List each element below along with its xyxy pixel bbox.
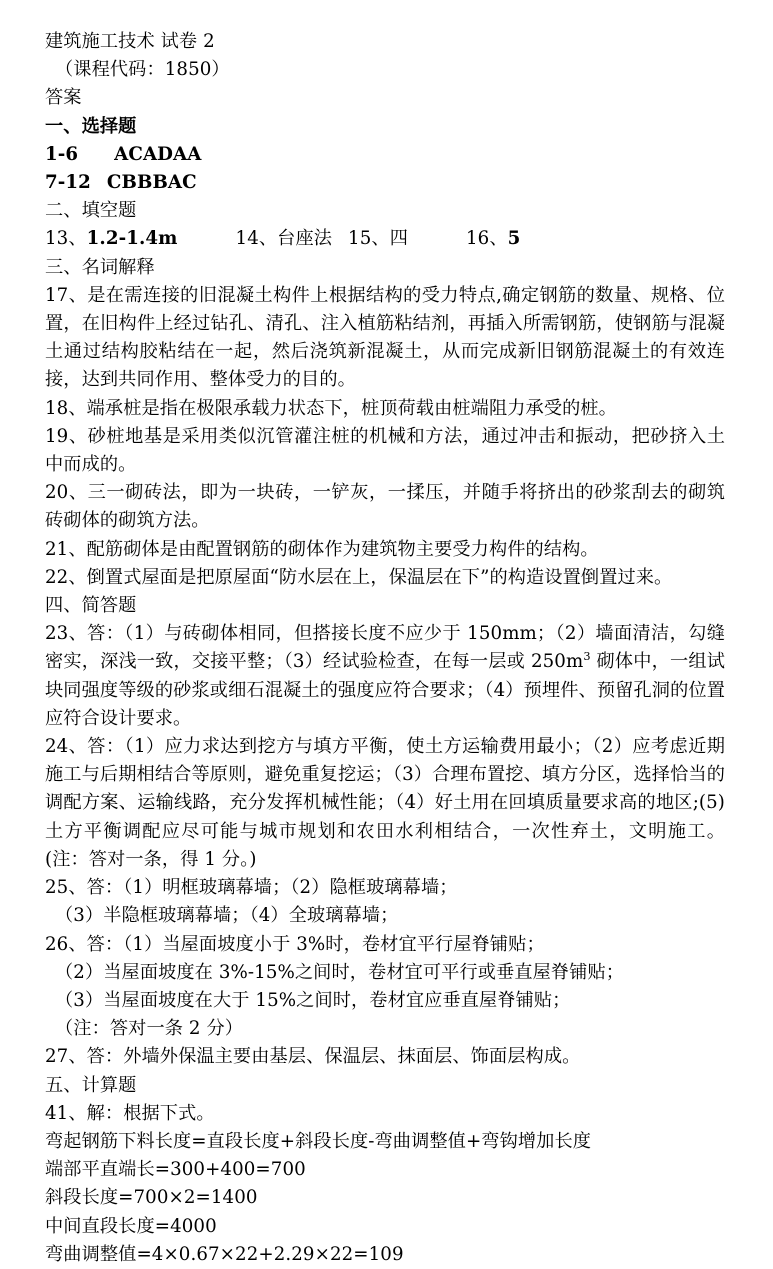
fill-blank-num-16: 16、 <box>465 228 508 250</box>
choice-range-2: 7-12 <box>45 172 91 194</box>
calculation-step-1: 端部平直端长=300+400=700 <box>45 1159 306 1181</box>
term-definition-18: 18、端承桩是指在极限承载力状态下，桩顶荷载由桩端阻力承受的桩。 <box>45 397 617 419</box>
choice-answer-row-2 <box>45 169 725 197</box>
calculation-formula: 弯起钢筋下料长度=直段长度+斜段长度-弯曲调整值+弯钩增加长度 <box>45 1130 592 1152</box>
fill-blank-num-14: 14、 <box>235 228 278 250</box>
section-heading-calculation: 五、计算题 <box>45 1074 137 1096</box>
term-definition-21: 21、配筋砌体是由配置钢筋的砌体作为建筑物主要受力构件的结构。 <box>45 538 599 560</box>
course-code-line: （课程代码：1850） <box>55 59 230 81</box>
term-definition-17: 17、是在需连接的旧混凝土构件上根据结构的受力特点,确定钢筋的数量、规格、位置，在旧构件上经过钻孔、清孔、注入植筋粘结剂，再插入所需钢筋，使钢筋与混凝土通过结构胶粘结在一起，然后浇筑新混凝土，从而完成新旧钢筋混凝土的有效连接，达到共同作用、整体受力的目的。 <box>45 284 725 391</box>
term-definition-20: 20、三一砌砖法，即为一块砖，一铲灰，一揉压，并随手将挤出的砂浆刮去的砌筑砖砌体的砌筑方法。 <box>45 482 725 532</box>
section-heading-fill-blank: 二、填空题 <box>45 200 137 222</box>
choice-answers-1: ACADAA <box>114 143 202 165</box>
choice-answers-2: CBBBAC <box>106 172 197 194</box>
calculation-intro-41: 41、解：根据下式。 <box>45 1102 215 1124</box>
answer-label: 答案 <box>45 87 82 109</box>
fill-blank-value-14: 台座法 <box>277 228 333 250</box>
term-definition-22: 22、倒置式屋面是把原屋面“防水层在上，保温层在下”的构造设置倒置过来。 <box>45 566 673 588</box>
cubic-meter-superscript: 3 <box>583 650 591 664</box>
calculation-step-4: 弯曲调整值=4×0.67×22+2.29×22=109 <box>45 1243 404 1265</box>
document-body <box>45 28 725 1269</box>
fill-blank-num-15: 15、 <box>348 228 390 250</box>
short-answer-23 <box>45 620 725 733</box>
short-answer-23-part-a: 23、答：（1）与砖砌体相同，但搭接长度不应少于 150mm；（2）墙面清洁，勾缝密实，深浅一致，交接平整；（3）经试验检查，在每一层或 250m <box>45 623 725 673</box>
term-definition-19: 19、砂桩地基是采用类似沉管灌注桩的机械和方法，通过冲击和振动，把砂挤入土中而成的。 <box>45 425 725 476</box>
choice-range-1: 1-6 <box>45 143 79 165</box>
fill-blank-num-13: 13、 <box>45 228 87 250</box>
fill-blank-value-15: 四 <box>389 228 408 250</box>
short-answer-26-line-2: （2）当屋面坡度在 3%-15%之间时，卷材宜可平行或垂直屋脊铺贴； <box>55 961 625 983</box>
page-title: 建筑施工技术 试卷 2 <box>45 31 215 52</box>
calculation-step-3: 中间直段长度=4000 <box>45 1215 217 1237</box>
section-heading-terms: 三、名词解释 <box>45 256 155 278</box>
short-answer-26-line-1: 26、答：（1）当屋面坡度小于 3%时，卷材宜平行屋脊铺贴； <box>45 933 545 955</box>
calculation-step-2: 斜段长度=700×2=1400 <box>45 1187 258 1209</box>
short-answer-27: 27、答：外墙外保温主要由基层、保温层、抹面层、饰面层构成。 <box>45 1046 581 1068</box>
fill-blank-row <box>45 225 725 253</box>
short-answer-25-line-2: （3）半隐框玻璃幕墙；（4）全玻璃幕墙； <box>55 905 399 927</box>
short-answer-25-line-1: 25、答：（1）明框玻璃幕墙；（2）隐框玻璃幕墙； <box>45 877 458 899</box>
section-heading-choice: 一、选择题 <box>45 115 137 137</box>
short-answer-26-note: （注：答对一条 2 分） <box>55 1018 244 1040</box>
fill-blank-value-16: 5 <box>507 228 521 250</box>
section-heading-short-answer: 四、简答题 <box>45 595 137 617</box>
short-answer-24: 24、答：（1）应力求达到挖方与填方平衡，使土方运输费用最小；（2）应考虑近期施工与后期相结合等原则，避免重复挖运；（3）合理布置挖、填方分区，选择恰当的调配方案、运输线路，充分发挥机械性能；（4）好土用在回填质量要求高的地区;(5)土方平衡调配应尽可能与城市规划和农田水利相结合，一次性弃土，文明施工。(注：答对一条，得 1 分。) <box>45 736 725 870</box>
short-answer-23-part-b: 砌体中，一组试块同强度等级的砂浆或细石混凝土的强度应符合要求；（4）预埋件、预留孔洞的位置应符合设计要求。 <box>45 651 725 729</box>
fill-blank-value-13: 1.2-1.4m <box>86 228 178 250</box>
short-answer-26-line-3: （3）当屋面坡度在大于 15%之间时，卷材宜应垂直屋脊铺贴； <box>55 989 571 1011</box>
choice-answer-row-1 <box>45 141 725 169</box>
